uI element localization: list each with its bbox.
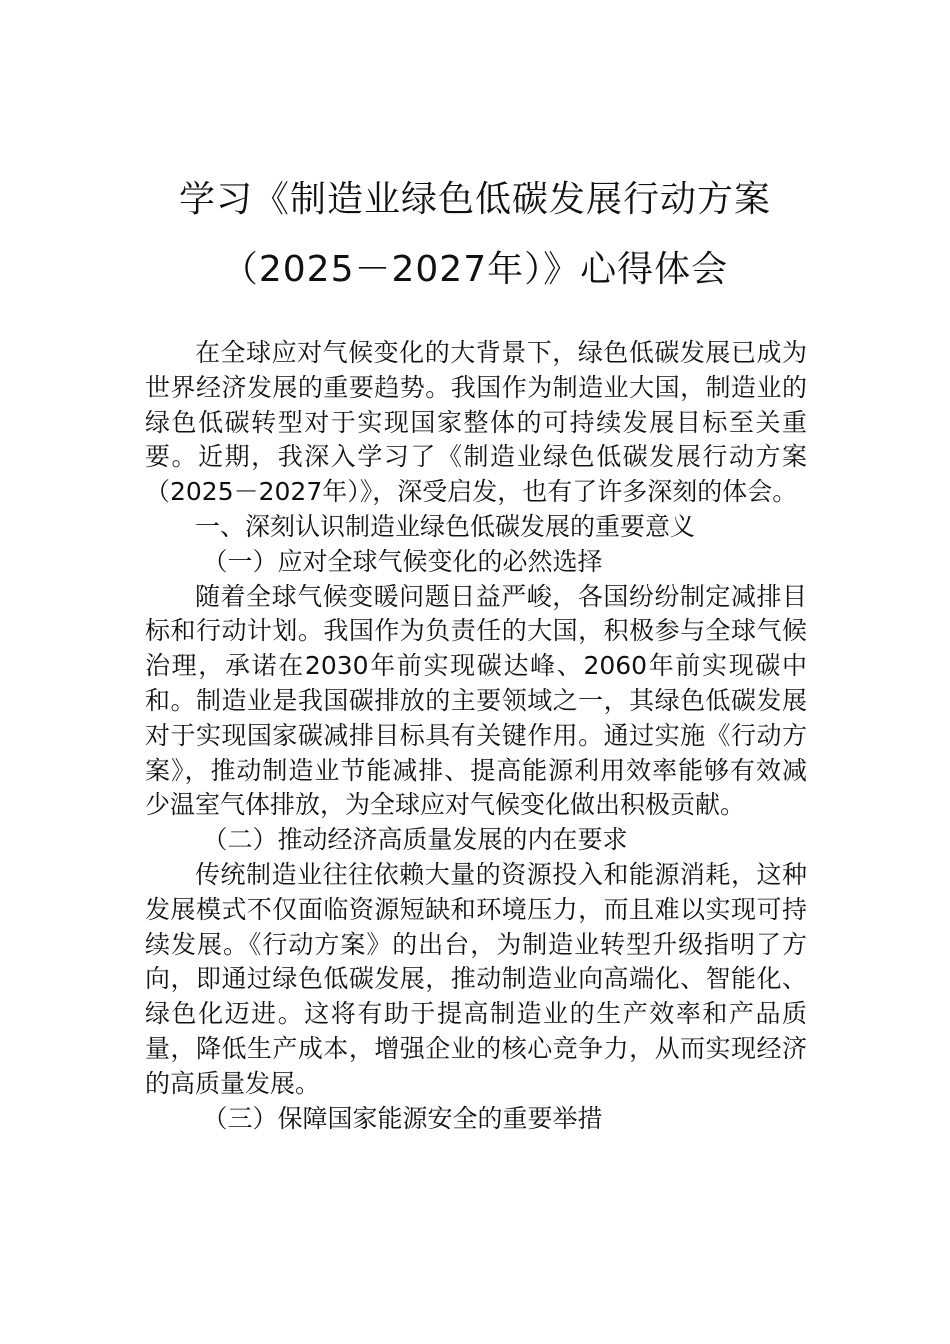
subsection-paragraph-2: 传统制造业往往依赖大量的资源投入和能源消耗，这种发展模式不仅面临资源短缺和环境压力，而且难以实现可持续发展。《行动方案》的出台，为制造业转型升级指明了方向，即通过绿色低碳发展，推动制造业向高端化、智能化、绿色化迈进。这将有助于提高制造业的生产效率和产品质量，降低生产成本，增强企业的核心竞争力，从而实现经济的高质量发展。: [145, 859, 807, 1098]
subsection-heading-1: （一）应对全球气候变化的必然选择: [202, 546, 603, 576]
intro-paragraph: 在全球应对气候变化的大背景下，绿色低碳发展已成为世界经济发展的重要趋势。我国作为制造业大国，制造业的绿色低碳转型对于实现国家整体的可持续发展目标至关重要。近期，我深入学习了《制造业绿色低碳发展行动方案（2025－2027年）》，深受启发，也有了许多深刻的体会。: [145, 338, 807, 507]
document-title-line-2: （2025－2027年）》心得体会: [221, 249, 729, 290]
subsection-heading-2: （二）推动经济高质量发展的内在要求: [202, 825, 628, 855]
section-heading-1: 一、深刻认识制造业绿色低碳发展的重要意义: [195, 511, 696, 541]
subsection-paragraph-1: 随着全球气候变暖问题日益严峻，各国纷纷制定减排目标和行动计划。我国作为负责任的大国，积极参与全球气候治理，承诺在2030年前实现碳达峰、2060年前实现碳中和。制造业是我国碳排放的主要领域之一，其绿色低碳发展对于实现国家碳减排目标具有关键作用。通过实施《行动方案》，推动制造业节能减排、提高能源利用效率能够有效减少温室气体排放，为全球应对气候变化做出积极贡献。: [145, 581, 807, 820]
subsection-heading-3: （三）保障国家能源安全的重要举措: [202, 1103, 603, 1133]
document-body: [145, 336, 807, 1136]
document-title-line-1: 学习《制造业绿色低碳发展行动方案: [178, 179, 771, 220]
